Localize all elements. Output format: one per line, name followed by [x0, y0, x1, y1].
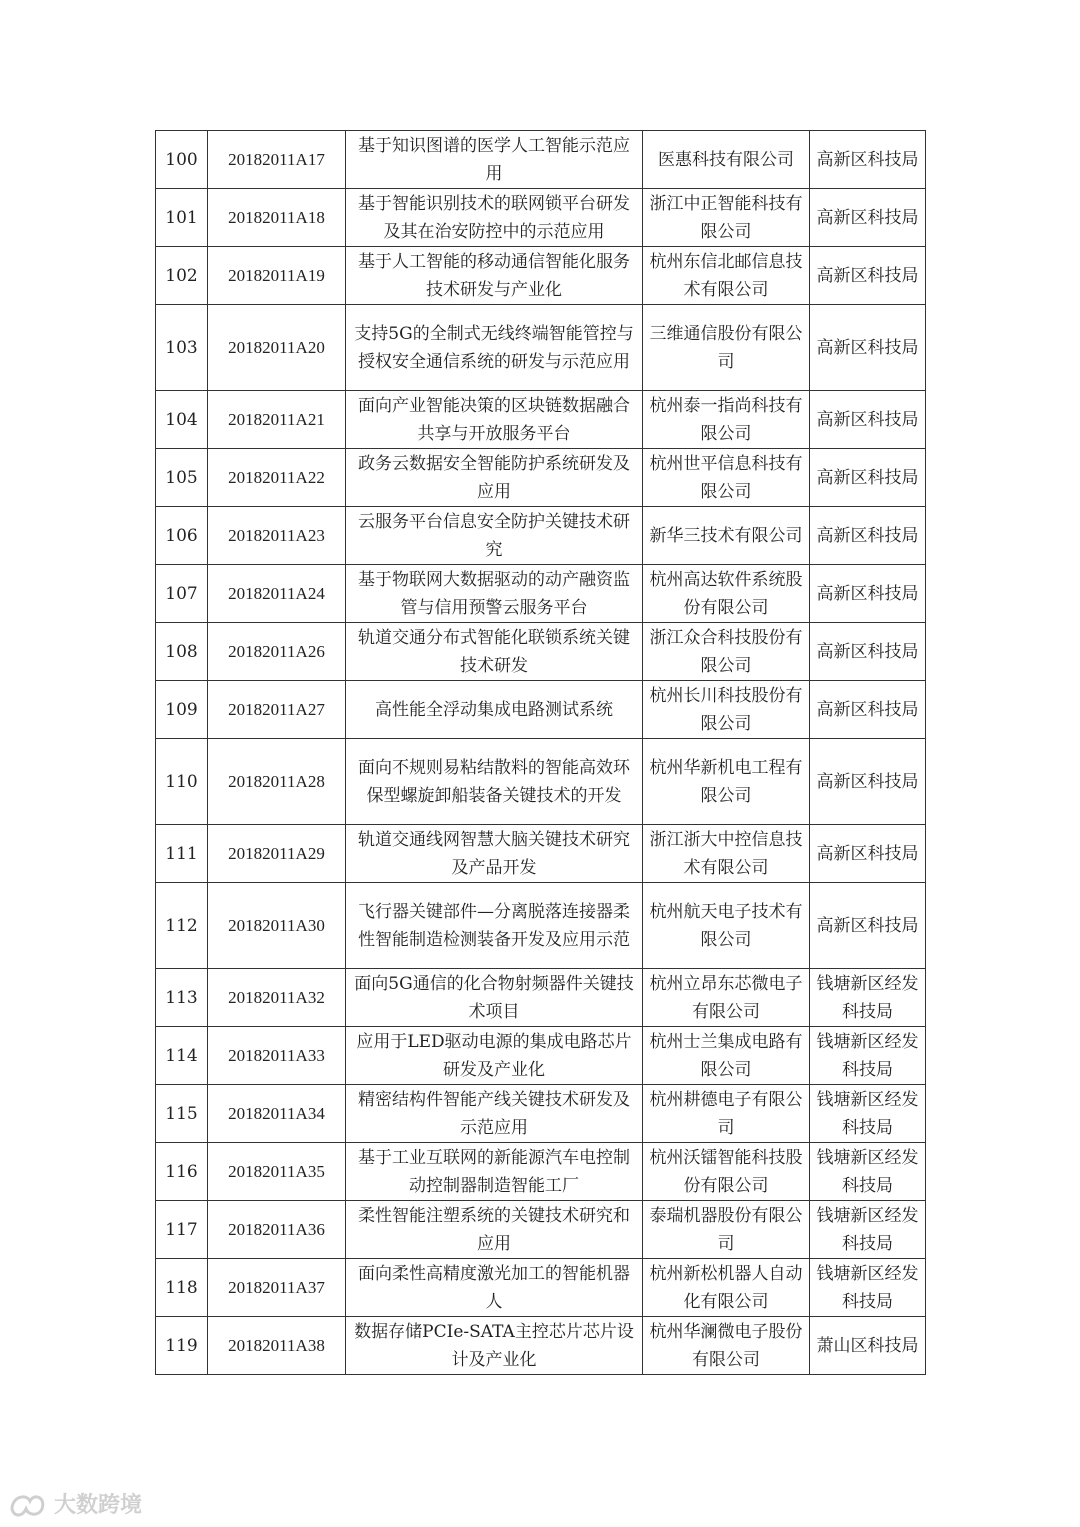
department: 高新区科技局: [810, 883, 926, 969]
watermark-logo-icon: [8, 1489, 48, 1519]
company-name: 杭州耕德电子有限公司: [643, 1085, 810, 1143]
project-title: 面向不规则易粘结散料的智能高效环保型螺旋卸船装备关键技术的开发: [346, 739, 643, 825]
company-name: 新华三技术有限公司: [643, 507, 810, 565]
row-number: 106: [156, 507, 208, 565]
project-title: 政务云数据安全智能防护系统研发及应用: [346, 449, 643, 507]
table-row: [156, 1201, 926, 1259]
project-code: 20182011A17: [208, 131, 346, 189]
project-title: 飞行器关键部件—分离脱落连接器柔性智能制造检测装备开发及应用示范: [346, 883, 643, 969]
project-table: [155, 130, 926, 1375]
row-number: 114: [156, 1027, 208, 1085]
company-name: 杭州沃镭智能科技股份有限公司: [643, 1143, 810, 1201]
table-row: [156, 1259, 926, 1317]
row-number: 100: [156, 131, 208, 189]
project-code: 20182011A20: [208, 305, 346, 391]
row-number: 111: [156, 825, 208, 883]
department: 高新区科技局: [810, 449, 926, 507]
company-name: 杭州新松机器人自动化有限公司: [643, 1259, 810, 1317]
project-code: 20182011A32: [208, 969, 346, 1027]
table-row: [156, 969, 926, 1027]
project-title: 柔性智能注塑系统的关键技术研究和应用: [346, 1201, 643, 1259]
company-name: 浙江浙大中控信息技术有限公司: [643, 825, 810, 883]
row-number: 103: [156, 305, 208, 391]
row-number: 117: [156, 1201, 208, 1259]
project-title: 应用于LED驱动电源的集成电路芯片研发及产业化: [346, 1027, 643, 1085]
row-number: 102: [156, 247, 208, 305]
row-number: 110: [156, 739, 208, 825]
department: 钱塘新区经发科技局: [810, 1201, 926, 1259]
project-code: 20182011A34: [208, 1085, 346, 1143]
project-title: 面向柔性高精度激光加工的智能机器人: [346, 1259, 643, 1317]
department: 高新区科技局: [810, 739, 926, 825]
row-number: 108: [156, 623, 208, 681]
row-number: 109: [156, 681, 208, 739]
company-name: 三维通信股份有限公司: [643, 305, 810, 391]
department: 萧山区科技局: [810, 1317, 926, 1375]
department: 高新区科技局: [810, 623, 926, 681]
project-title: 轨道交通分布式智能化联锁系统关键技术研发: [346, 623, 643, 681]
watermark-text: 大数跨境: [54, 1493, 143, 1518]
department: 钱塘新区经发科技局: [810, 1027, 926, 1085]
department: 高新区科技局: [810, 825, 926, 883]
table-row: [156, 391, 926, 449]
project-title: 面向产业智能决策的区块链数据融合共享与开放服务平台: [346, 391, 643, 449]
row-number: 115: [156, 1085, 208, 1143]
row-number: 116: [156, 1143, 208, 1201]
project-title: 基于工业互联网的新能源汽车电控制动控制器制造智能工厂: [346, 1143, 643, 1201]
table-row: [156, 131, 926, 189]
row-number: 101: [156, 189, 208, 247]
row-number: 104: [156, 391, 208, 449]
project-title: 云服务平台信息安全防护关键技术研究: [346, 507, 643, 565]
project-title: 基于物联网大数据驱动的动产融资监管与信用预警云服务平台: [346, 565, 643, 623]
project-title: 支持5G的全制式无线终端智能管控与授权安全通信系统的研发与示范应用: [346, 305, 643, 391]
row-number: 118: [156, 1259, 208, 1317]
project-title: 精密结构件智能产线关键技术研发及示范应用: [346, 1085, 643, 1143]
department: 高新区科技局: [810, 391, 926, 449]
project-code: 20182011A21: [208, 391, 346, 449]
table-row: [156, 1085, 926, 1143]
department: 高新区科技局: [810, 305, 926, 391]
department: 钱塘新区经发科技局: [810, 1143, 926, 1201]
project-title: 面向5G通信的化合物射频器件关键技术项目: [346, 969, 643, 1027]
table-row: [156, 1143, 926, 1201]
table-row: [156, 1027, 926, 1085]
project-code: 20182011A24: [208, 565, 346, 623]
department: 高新区科技局: [810, 507, 926, 565]
company-name: 杭州世平信息科技有限公司: [643, 449, 810, 507]
project-code: 20182011A22: [208, 449, 346, 507]
project-code: 20182011A30: [208, 883, 346, 969]
department: 钱塘新区经发科技局: [810, 969, 926, 1027]
company-name: 泰瑞机器股份有限公司: [643, 1201, 810, 1259]
table-row: [156, 305, 926, 391]
project-code: 20182011A18: [208, 189, 346, 247]
project-code: 20182011A27: [208, 681, 346, 739]
company-name: 杭州泰一指尚科技有限公司: [643, 391, 810, 449]
project-code: 20182011A28: [208, 739, 346, 825]
department: 钱塘新区经发科技局: [810, 1085, 926, 1143]
row-number: 105: [156, 449, 208, 507]
project-code: 20182011A37: [208, 1259, 346, 1317]
table-body: [156, 131, 926, 1375]
project-title: 基于知识图谱的医学人工智能示范应用: [346, 131, 643, 189]
project-title: 基于人工智能的移动通信智能化服务技术研发与产业化: [346, 247, 643, 305]
project-code: 20182011A23: [208, 507, 346, 565]
company-name: 杭州航天电子技术有限公司: [643, 883, 810, 969]
project-code: 20182011A29: [208, 825, 346, 883]
project-code: 20182011A33: [208, 1027, 346, 1085]
company-name: 医惠科技有限公司: [643, 131, 810, 189]
department: 高新区科技局: [810, 189, 926, 247]
department: 高新区科技局: [810, 247, 926, 305]
company-name: 杭州长川科技股份有限公司: [643, 681, 810, 739]
project-title: 轨道交通线网智慧大脑关键技术研究及产品开发: [346, 825, 643, 883]
table-row: [156, 1317, 926, 1375]
project-code: 20182011A35: [208, 1143, 346, 1201]
table-row: [156, 189, 926, 247]
row-number: 113: [156, 969, 208, 1027]
row-number: 112: [156, 883, 208, 969]
company-name: 杭州士兰集成电路有限公司: [643, 1027, 810, 1085]
table-row: [156, 883, 926, 969]
project-title: 数据存储PCIe-SATA主控芯片芯片设计及产业化: [346, 1317, 643, 1375]
department: 钱塘新区经发科技局: [810, 1259, 926, 1317]
row-number: 107: [156, 565, 208, 623]
table-row: [156, 449, 926, 507]
project-code: 20182011A38: [208, 1317, 346, 1375]
project-code: 20182011A36: [208, 1201, 346, 1259]
table-row: [156, 739, 926, 825]
table-row: [156, 681, 926, 739]
company-name: 浙江中正智能科技有限公司: [643, 189, 810, 247]
table-row: [156, 623, 926, 681]
table-row: [156, 247, 926, 305]
project-title: 高性能全浮动集成电路测试系统: [346, 681, 643, 739]
table-row: [156, 507, 926, 565]
company-name: 杭州东信北邮信息技术有限公司: [643, 247, 810, 305]
project-code: 20182011A26: [208, 623, 346, 681]
company-name: 杭州高达软件系统股份有限公司: [643, 565, 810, 623]
company-name: 浙江众合科技股份有限公司: [643, 623, 810, 681]
project-title: 基于智能识别技术的联网锁平台研发及其在治安防控中的示范应用: [346, 189, 643, 247]
department: 高新区科技局: [810, 131, 926, 189]
watermark: [8, 1488, 142, 1519]
department: 高新区科技局: [810, 565, 926, 623]
company-name: 杭州华新机电工程有限公司: [643, 739, 810, 825]
project-code: 20182011A19: [208, 247, 346, 305]
company-name: 杭州立昂东芯微电子有限公司: [643, 969, 810, 1027]
table-row: [156, 825, 926, 883]
department: 高新区科技局: [810, 681, 926, 739]
row-number: 119: [156, 1317, 208, 1375]
company-name: 杭州华澜微电子股份有限公司: [643, 1317, 810, 1375]
table-row: [156, 565, 926, 623]
